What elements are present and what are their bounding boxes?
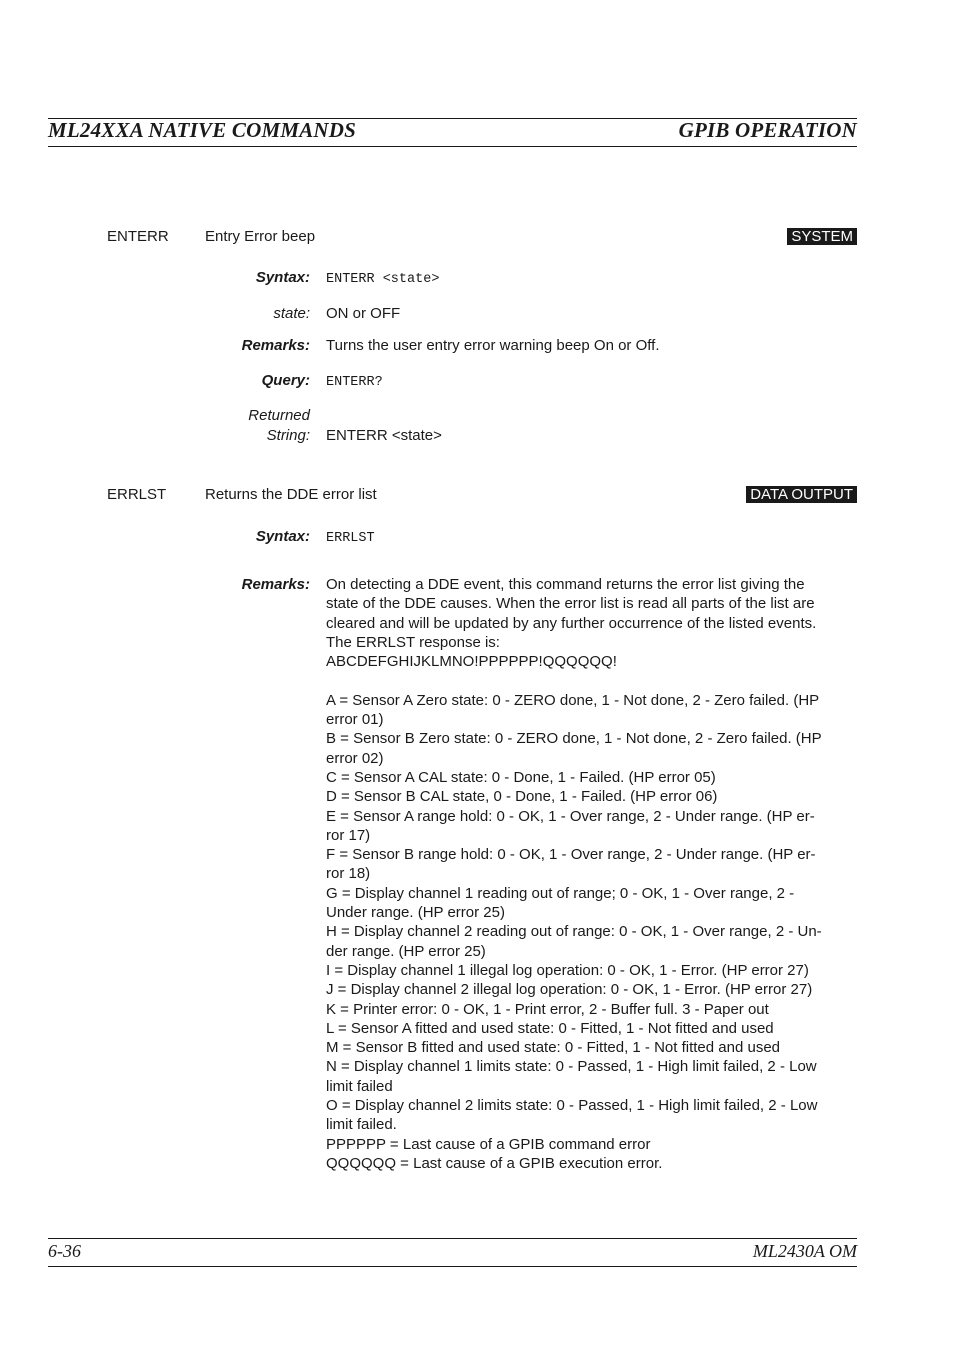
remarks-item-line: E = Sensor A range hold: 0 - OK, 1 - Over range, 2 - Under range. (HP er-	[326, 807, 815, 825]
remarks-item-line: Under range. (HP error 25)	[326, 904, 505, 922]
syntax-label: Syntax:	[255, 528, 310, 545]
remarks-item-line: L = Sensor A fitted and used state: 0 - Fitted, 1 - Not fitted and used	[326, 1019, 774, 1037]
response-format: ABCDEFGHIJKLMNO!PPPPPP!QQQQQQ!	[326, 653, 617, 671]
command-name: ENTERR	[107, 228, 169, 245]
returned-value: ENTERR <state>	[326, 427, 442, 444]
remarks-item-line: M = Sensor B fitted and used state: 0 - Fitted, 1 - Not fitted and used	[326, 1039, 780, 1057]
page-number: 6-36	[48, 1241, 81, 1261]
remarks-item-line: error 02)	[326, 749, 384, 767]
section-title: ML24XXA NATIVE COMMANDS	[48, 118, 357, 142]
remarks-item-line: F = Sensor B range hold: 0 - OK, 1 - Over range, 2 - Under range. (HP er-	[326, 846, 816, 864]
category-badge: DATA OUTPUT	[746, 486, 857, 503]
remarks-item-line: limit failed.	[326, 1116, 397, 1134]
header-bottom-rule	[48, 146, 857, 147]
returned-label-line1: Returned	[248, 407, 310, 424]
syntax-value: ENTERR <state>	[326, 272, 440, 287]
remarks-line: On detecting a DDE event, this command returns the error list giving the	[326, 576, 805, 593]
chapter-title: GPIB OPERATION	[678, 118, 857, 142]
remarks-label: Remarks:	[241, 576, 310, 593]
remarks-item-line: D = Sensor B CAL state, 0 - Done, 1 - Failed. (HP error 06)	[326, 788, 718, 806]
command-name: ERRLST	[107, 486, 167, 503]
param-label: state:	[273, 305, 310, 322]
remarks-item-line: N = Display channel 1 limits state: 0 - Passed, 1 - High limit failed, 2 - Low	[326, 1058, 817, 1076]
manual-name: ML2430A OM	[752, 1241, 857, 1261]
category-badge: SYSTEM	[787, 228, 857, 245]
remarks-body	[326, 575, 857, 1173]
command-description: Entry Error beep	[205, 228, 316, 245]
remarks-label: Remarks:	[241, 337, 310, 354]
param-value: ON or OFF	[326, 305, 401, 322]
command-description: Returns the DDE error list	[205, 486, 377, 503]
remarks-item-line: QQQQQQ = Last cause of a GPIB execution error.	[326, 1154, 663, 1172]
remarks-item-line: PPPPPP = Last cause of a GPIB command error	[326, 1135, 651, 1153]
footer-top-rule	[48, 1238, 857, 1239]
remarks-item-line: K = Printer error: 0 - OK, 1 - Print error, 2 - Buffer full. 3 - Paper out	[326, 1000, 769, 1018]
returned-label-line2: String:	[266, 427, 310, 444]
remarks-item-line: C = Sensor A CAL state: 0 - Done, 1 - Failed. (HP error 05)	[326, 768, 716, 786]
remarks-item-line: ror 18)	[326, 865, 371, 883]
remarks-line: cleared and will be updated by any further occurrence of the listed events.	[326, 614, 817, 632]
syntax-value: ERRLST	[326, 531, 375, 546]
query-value: ENTERR?	[326, 375, 383, 390]
remarks-item-line: O = Display channel 2 limits state: 0 - Passed, 1 - High limit failed, 2 - Low	[326, 1097, 818, 1115]
remarks-item-line: error 01)	[326, 711, 384, 729]
remarks-line: The ERRLST response is:	[326, 633, 500, 651]
syntax-label: Syntax:	[255, 269, 310, 286]
footer-bottom-rule	[48, 1266, 857, 1267]
remarks-item-line: der range. (HP error 25)	[326, 942, 486, 960]
spacer	[326, 671, 857, 690]
remarks-value: Turns the user entry error warning beep On or Off.	[326, 337, 660, 354]
remarks-item-line: B = Sensor B Zero state: 0 - ZERO done, 1 - Not done, 2 - Zero failed. (HP	[326, 730, 822, 748]
remarks-item-line: limit failed	[326, 1077, 393, 1095]
remarks-item-line: I = Display channel 1 illegal log operation: 0 - OK, 1 - Error. (HP error 27)	[326, 961, 809, 979]
remarks-item-line: J = Display channel 2 illegal log operation: 0 - OK, 1 - Error. (HP error 27)	[326, 981, 813, 999]
remarks-item-line: ror 17)	[326, 826, 371, 844]
remarks-item-line: A = Sensor A Zero state: 0 - ZERO done, 1 - Not done, 2 - Zero failed. (HP	[326, 691, 820, 709]
query-label: Query:	[261, 372, 310, 389]
remarks-item-line: H = Display channel 2 reading out of range: 0 - OK, 1 - Over range, 2 - Un-	[326, 923, 822, 941]
remarks-line: state of the DDE causes. When the error list is read all parts of the list are	[326, 595, 815, 613]
remarks-item-line: G = Display channel 1 reading out of range; 0 - OK, 1 - Over range, 2 -	[326, 884, 795, 902]
